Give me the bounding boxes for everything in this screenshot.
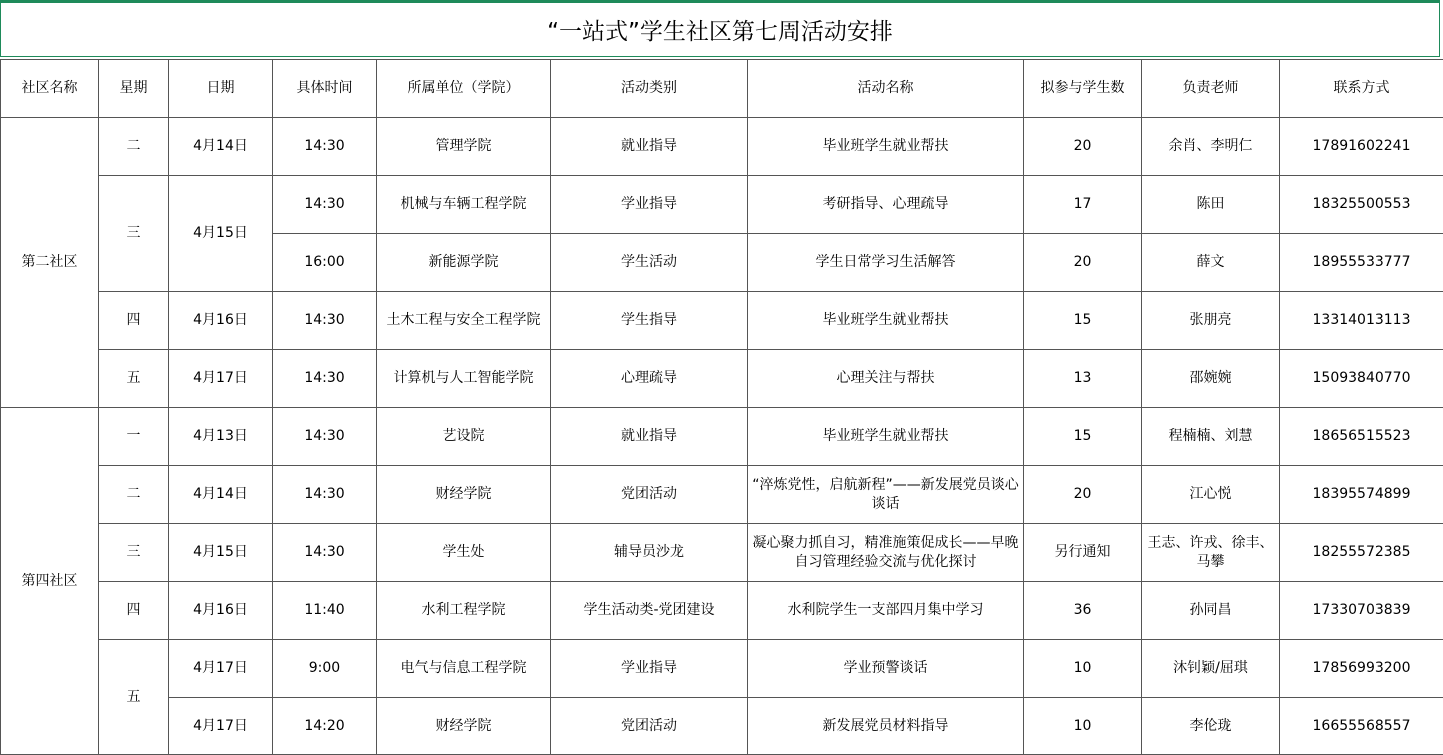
phone-cell: 16655568557: [1280, 698, 1443, 755]
count-cell: 10: [1024, 698, 1142, 755]
activity-cell: 心理关注与帮扶: [748, 350, 1024, 408]
phone-cell: 15093840770: [1280, 350, 1443, 408]
category-cell: 党团活动: [551, 698, 748, 755]
phone-cell: 18656515523: [1280, 408, 1443, 466]
weekday-cell: 二: [99, 466, 169, 524]
header-cell: 活动名称: [748, 60, 1024, 118]
table-row: [1, 524, 1443, 582]
date-cell: 4月14日: [169, 466, 273, 524]
time-cell: 14:30: [273, 176, 377, 234]
count-cell: 10: [1024, 640, 1142, 698]
phone-cell: 18955533777: [1280, 234, 1443, 292]
phone-cell: 17330703839: [1280, 582, 1443, 640]
weekday-cell: 二: [99, 118, 169, 176]
date-cell: 4月13日: [169, 408, 273, 466]
activity-cell: 毕业班学生就业帮扶: [748, 408, 1024, 466]
count-cell: 15: [1024, 292, 1142, 350]
time-cell: 9:00: [273, 640, 377, 698]
count-cell: 15: [1024, 408, 1142, 466]
schedule-table: [0, 59, 1443, 755]
page-title-bar: [0, 0, 1440, 57]
activity-cell: 新发展党员材料指导: [748, 698, 1024, 755]
activity-cell: 学业预警谈话: [748, 640, 1024, 698]
weekday-cell: 四: [99, 292, 169, 350]
table-row: [1, 408, 1443, 466]
teacher-cell: 余肖、李明仁: [1142, 118, 1280, 176]
table-row: [1, 698, 1443, 755]
community-name-cell: 第二社区: [1, 118, 99, 408]
header-cell: 拟参与学生数: [1024, 60, 1142, 118]
time-cell: 14:20: [273, 698, 377, 755]
header-cell: 所属单位（学院）: [377, 60, 551, 118]
unit-cell: 艺设院: [377, 408, 551, 466]
category-cell: 党团活动: [551, 466, 748, 524]
unit-cell: 电气与信息工程学院: [377, 640, 551, 698]
time-cell: 14:30: [273, 466, 377, 524]
activity-cell: 水利院学生一支部四月集中学习: [748, 582, 1024, 640]
category-cell: 就业指导: [551, 118, 748, 176]
count-cell: 36: [1024, 582, 1142, 640]
phone-cell: 17891602241: [1280, 118, 1443, 176]
unit-cell: 学生处: [377, 524, 551, 582]
activity-cell: 毕业班学生就业帮扶: [748, 118, 1024, 176]
header-cell: 具体时间: [273, 60, 377, 118]
table-row: [1, 350, 1443, 408]
category-cell: 就业指导: [551, 408, 748, 466]
category-cell: 学生活动: [551, 234, 748, 292]
count-cell: 20: [1024, 234, 1142, 292]
count-cell: 17: [1024, 176, 1142, 234]
time-cell: 14:30: [273, 524, 377, 582]
unit-cell: 财经学院: [377, 466, 551, 524]
date-cell: 4月16日: [169, 582, 273, 640]
teacher-cell: 沐钊颖/屈琪: [1142, 640, 1280, 698]
teacher-cell: 李伦珑: [1142, 698, 1280, 755]
teacher-cell: 程楠楠、刘慧: [1142, 408, 1280, 466]
unit-cell: 计算机与人工智能学院: [377, 350, 551, 408]
unit-cell: 机械与车辆工程学院: [377, 176, 551, 234]
phone-cell: 18325500553: [1280, 176, 1443, 234]
table-row: [1, 292, 1443, 350]
table-row: [1, 466, 1443, 524]
date-cell: 4月14日: [169, 118, 273, 176]
unit-cell: 财经学院: [377, 698, 551, 755]
activity-cell: “淬炼党性，启航新程”——新发展党员谈心谈话: [748, 466, 1024, 524]
category-cell: 学生指导: [551, 292, 748, 350]
teacher-cell: 江心悦: [1142, 466, 1280, 524]
table-row: [1, 582, 1443, 640]
count-cell: 13: [1024, 350, 1142, 408]
category-cell: 学生活动类-党团建设: [551, 582, 748, 640]
activity-cell: 考研指导、心理疏导: [748, 176, 1024, 234]
teacher-cell: 薛文: [1142, 234, 1280, 292]
unit-cell: 管理学院: [377, 118, 551, 176]
phone-cell: 18395574899: [1280, 466, 1443, 524]
teacher-cell: 王志、许戎、徐丰、马攀: [1142, 524, 1280, 582]
time-cell: 14:30: [273, 118, 377, 176]
teacher-cell: 邵婉婉: [1142, 350, 1280, 408]
teacher-cell: 陈田: [1142, 176, 1280, 234]
date-cell: 4月16日: [169, 292, 273, 350]
weekday-cell: 五: [99, 640, 169, 755]
unit-cell: 新能源学院: [377, 234, 551, 292]
teacher-cell: 孙同昌: [1142, 582, 1280, 640]
date-cell: 4月15日: [169, 524, 273, 582]
unit-cell: 水利工程学院: [377, 582, 551, 640]
date-cell: 4月17日: [169, 698, 273, 755]
teacher-cell: 张朋亮: [1142, 292, 1280, 350]
table-row: [1, 640, 1443, 698]
count-cell: 另行通知: [1024, 524, 1142, 582]
table-row: [1, 118, 1443, 176]
category-cell: 学业指导: [551, 176, 748, 234]
header-cell: 活动类别: [551, 60, 748, 118]
count-cell: 20: [1024, 466, 1142, 524]
table-row: [1, 176, 1443, 234]
header-cell: 联系方式: [1280, 60, 1443, 118]
phone-cell: 18255572385: [1280, 524, 1443, 582]
phone-cell: 13314013113: [1280, 292, 1443, 350]
weekday-cell: 五: [99, 350, 169, 408]
category-cell: 辅导员沙龙: [551, 524, 748, 582]
phone-cell: 17856993200: [1280, 640, 1443, 698]
weekday-cell: 三: [99, 524, 169, 582]
weekday-cell: 三: [99, 176, 169, 292]
weekday-cell: 四: [99, 582, 169, 640]
weekday-cell: 一: [99, 408, 169, 466]
date-cell: 4月17日: [169, 640, 273, 698]
time-cell: 14:30: [273, 350, 377, 408]
header-cell: 星期: [99, 60, 169, 118]
header-cell: 负责老师: [1142, 60, 1280, 118]
unit-cell: 土木工程与安全工程学院: [377, 292, 551, 350]
header-cell: 社区名称: [1, 60, 99, 118]
activity-cell: 毕业班学生就业帮扶: [748, 292, 1024, 350]
page-title: “一站式”学生社区第七周活动安排: [547, 19, 893, 45]
category-cell: 心理疏导: [551, 350, 748, 408]
time-cell: 16:00: [273, 234, 377, 292]
category-cell: 学业指导: [551, 640, 748, 698]
count-cell: 20: [1024, 118, 1142, 176]
header-row: [1, 60, 1443, 118]
activity-cell: 学生日常学习生活解答: [748, 234, 1024, 292]
date-cell: 4月15日: [169, 176, 273, 292]
time-cell: 14:30: [273, 408, 377, 466]
community-name-cell: 第四社区: [1, 408, 99, 755]
time-cell: 11:40: [273, 582, 377, 640]
time-cell: 14:30: [273, 292, 377, 350]
activity-cell: 凝心聚力抓自习，精准施策促成长——早晚自习管理经验交流与优化探讨: [748, 524, 1024, 582]
date-cell: 4月17日: [169, 350, 273, 408]
header-cell: 日期: [169, 60, 273, 118]
